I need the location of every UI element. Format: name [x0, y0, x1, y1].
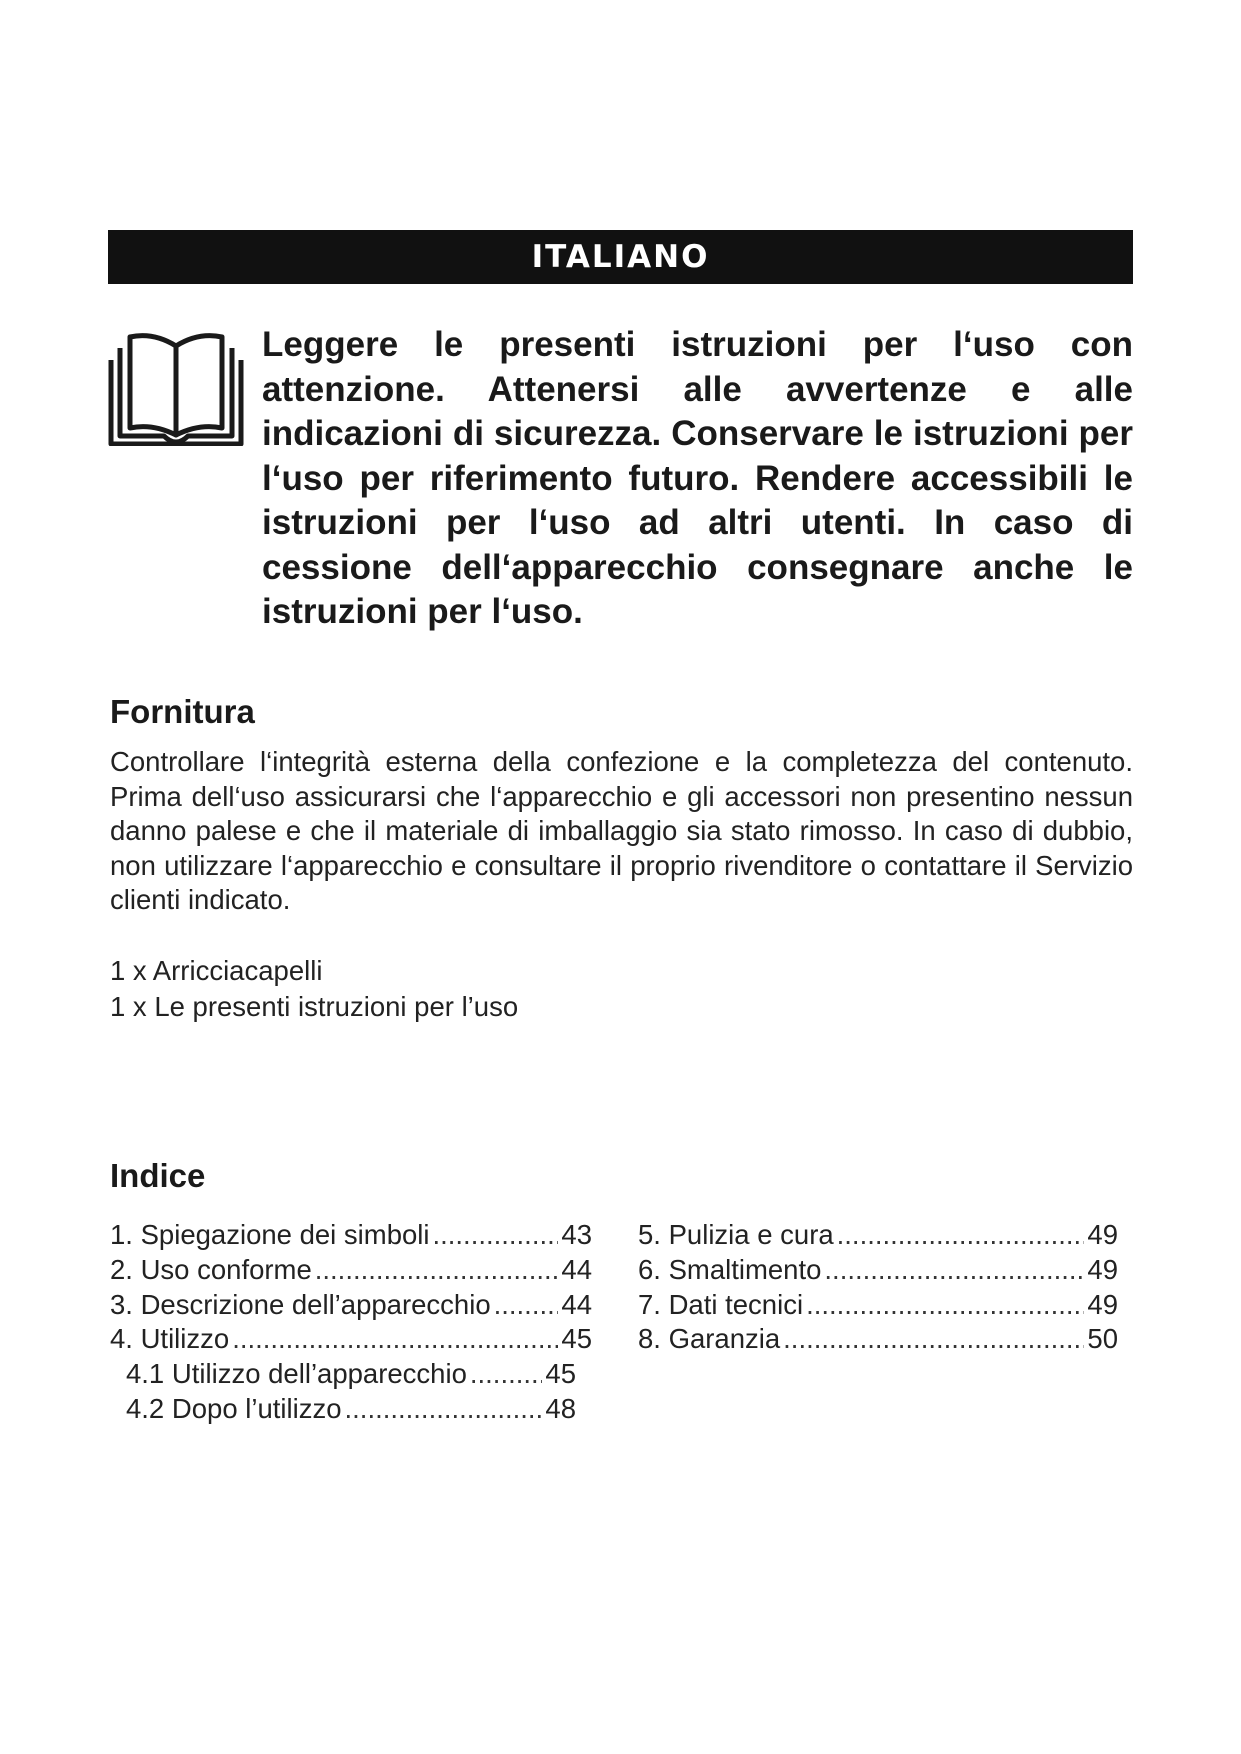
toc-entry-page: 43: [561, 1219, 592, 1250]
toc-leader-dots: [806, 1288, 1084, 1323]
toc-leader-dots: [345, 1392, 543, 1427]
list-item: 1 x Arricciacapelli: [110, 955, 323, 986]
indice-heading: Indice: [110, 1157, 206, 1194]
toc-entry-page: 50: [1087, 1323, 1118, 1355]
toc-entry: [110, 1218, 592, 1253]
toc-entry: [638, 1322, 1118, 1357]
toc-entry: [110, 1253, 592, 1288]
toc-entry-page: 49: [1087, 1288, 1118, 1320]
package-contents-list: [110, 953, 518, 1025]
toc-entry-title: 6. Smaltimento: [638, 1253, 822, 1285]
toc-column-left: [110, 1218, 592, 1427]
toc-entry-page: 49: [1087, 1219, 1118, 1250]
toc-entry-page: 45: [561, 1323, 592, 1355]
toc-entry-page: 44: [561, 1288, 592, 1320]
toc-entry: [110, 1322, 592, 1357]
toc-leader-dots: [232, 1322, 558, 1357]
toc-entry-title: 8. Garanzia: [638, 1323, 781, 1355]
toc-column-right: [638, 1218, 1118, 1357]
toc-entry-page: 48: [545, 1392, 576, 1424]
toc-entry: [110, 1288, 592, 1323]
list-item: 1 x Le presenti istruzioni per l’uso: [110, 991, 519, 1022]
toc-leader-dots: [433, 1218, 559, 1253]
language-label: ITALIANO: [531, 239, 710, 275]
fornitura-heading: Fornitura: [110, 693, 255, 730]
toc-entry-title: 1. Spiegazione dei simboli: [110, 1219, 430, 1250]
language-header-bar: [108, 230, 1133, 284]
toc-subentry: [110, 1357, 576, 1392]
toc-leader-dots: [315, 1253, 559, 1288]
toc-entry-page: 45: [545, 1358, 576, 1390]
toc-leader-dots: [837, 1218, 1085, 1253]
toc-leader-dots: [470, 1357, 543, 1392]
safety-notice-text: Leggere le presenti istruzioni per l‘uso con attenzione. Attenersi alle avvertenze e alle indicazioni di sicurezza. Conservare le istruzioni per l‘uso per riferimento futuro. Rendere accessibili le istruzioni per l‘uso ad altri utenti. In caso di cessione dell‘apparecchio consegnare anche le istruzioni per l‘uso.: [262, 325, 1133, 631]
toc-entry-title: 4.2 Dopo l’utilizzo: [126, 1392, 342, 1424]
toc-entry-title: 2. Uso conforme: [110, 1253, 312, 1285]
book-icon: [108, 328, 244, 446]
toc-entry-title: 4.1 Utilizzo dell’apparecchio: [126, 1358, 467, 1390]
toc-entry-title: 7. Dati tecnici: [638, 1288, 804, 1320]
toc-leader-dots: [824, 1253, 1084, 1288]
toc-entry-title: 4. Utilizzo: [110, 1323, 230, 1355]
fornitura-paragraph: Controllare l‘integrità esterna della confezione e la completezza del contenuto. Prima dell‘uso assicurarsi che l‘apparecchio e gli accessori non presentino nessun danno palese e che il materiale di imballaggio sia stato rimosso. In caso di dubbio, non utilizzare l‘apparecchio e consultare il proprio rivenditore o contattare il Servizio clienti indicato.: [110, 746, 1133, 915]
toc-leader-dots: [783, 1322, 1084, 1357]
toc-entry-page: 49: [1087, 1253, 1118, 1285]
toc-entry-page: 44: [561, 1253, 592, 1285]
toc-entry: [638, 1288, 1118, 1323]
toc-leader-dots: [494, 1288, 559, 1323]
toc-entry: [638, 1218, 1118, 1253]
toc-subentry: [110, 1392, 576, 1427]
toc-entry: [638, 1253, 1118, 1288]
toc-entry-title: 5. Pulizia e cura: [638, 1219, 834, 1250]
toc-entry-title: 3. Descrizione dell’apparecchio: [110, 1288, 491, 1320]
